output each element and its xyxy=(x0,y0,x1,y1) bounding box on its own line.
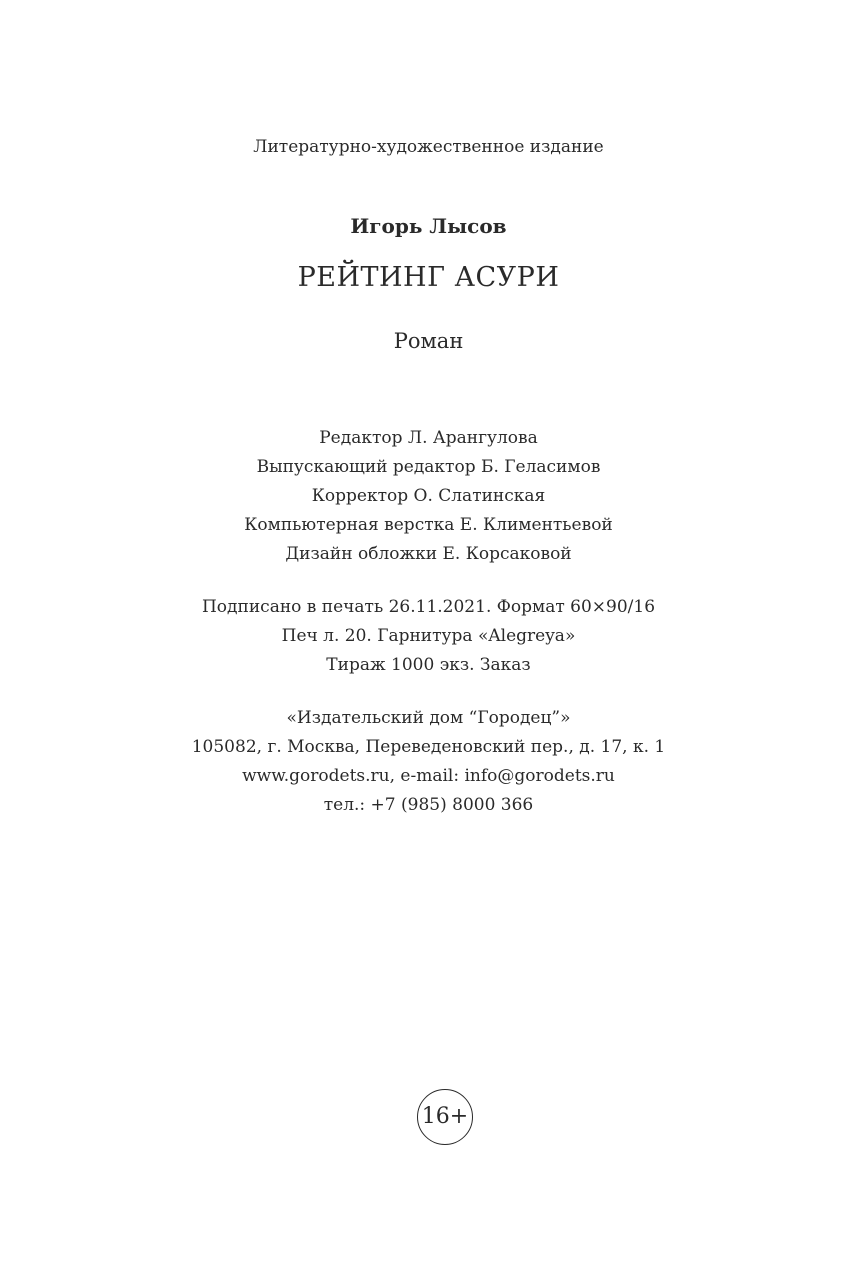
print-run-order: Тираж 1000 экз. Заказ xyxy=(326,655,531,675)
publisher-web-email: www.gorodets.ru, e-mail: info@gorodets.ru xyxy=(242,766,615,786)
credit-cover-design: Дизайн обложки Е. Корсаковой xyxy=(285,544,572,564)
genre: Роман xyxy=(393,329,464,353)
publisher-name: «Издательский дом “Городец”» xyxy=(286,708,571,728)
credit-editor: Редактор Л. Арангулова xyxy=(319,428,538,448)
print-signed-format: Подписано в печать 26.11.2021. Формат 60×90/16 xyxy=(201,597,656,617)
edition-type: Литературно-художественное издание xyxy=(253,137,604,157)
credit-managing-editor: Выпускающий редактор Б. Геласимов xyxy=(256,457,601,477)
age-rating-badge xyxy=(417,1089,473,1145)
age-rating-label: 16+ xyxy=(421,1104,469,1129)
credit-layout: Компьютерная верстка Е. Климентьевой xyxy=(244,515,613,535)
book-title: РЕЙТИНГ АСУРИ xyxy=(297,262,560,293)
credit-proofreader: Корректор О. Слатинская xyxy=(311,486,546,506)
print-sheets-typeface: Печ л. 20. Гарнитура «Alegreya» xyxy=(281,626,576,646)
publisher-address: 105082, г. Москва, Переведеновский пер., д. 17, к. 1 xyxy=(191,737,666,757)
author-name: Игорь Лысов xyxy=(350,214,507,238)
publisher-phone: тел.: +7 (985) 8000 366 xyxy=(323,795,534,815)
